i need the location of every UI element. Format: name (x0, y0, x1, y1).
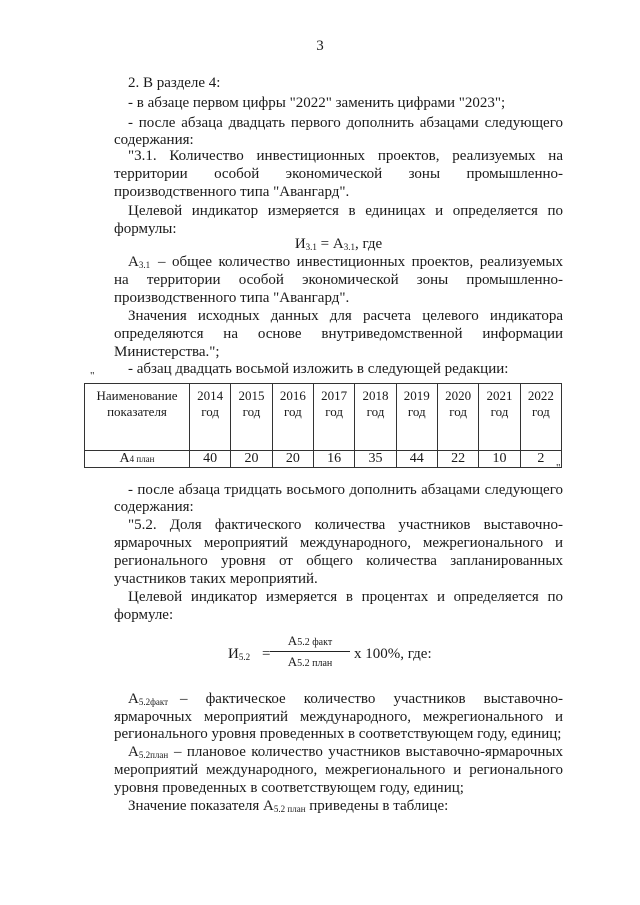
paragraph-line: производственного типа "Авангард". (114, 290, 350, 306)
table-cell: 16 (313, 451, 354, 468)
paragraph-line: формуле: (114, 607, 174, 623)
paragraph-line: уровня проведенных в соответствующем году, единиц; (114, 780, 464, 796)
table-cell: 2 (520, 451, 561, 468)
table-cell: 35 (355, 451, 396, 468)
table-cell: 40 (190, 451, 231, 468)
table-header-year: 2019 год (396, 384, 437, 451)
paragraph-line: Целевой индикатор измеряется в единицах и определяется по (128, 203, 563, 219)
table-header-year: 2020 год (437, 384, 478, 451)
paragraph-line: мероприятий международного, межрегионального и регионального (114, 762, 563, 778)
table-cell: 10 (479, 451, 520, 468)
paragraph-line: "5.2. Доля фактического количества участников выставочно- (128, 517, 563, 533)
paragraph-line: производственного типа "Авангард". (114, 184, 350, 200)
table-cell: 44 (396, 451, 437, 468)
table-row (85, 451, 562, 468)
paragraph-line: определяются на основе внутриведомственной информации (114, 326, 563, 342)
table-header-year: 2016 год (272, 384, 313, 451)
paragraph-line: ярмарочных мероприятий международного, межрегионального и (114, 709, 563, 725)
paragraph-line: - после абзаца тридцать восьмого дополнить абзацами следующего (128, 482, 563, 498)
paragraph-line: регионального уровня проведенных в соответствующем году, единиц; (114, 726, 562, 742)
paragraph-line: содержания: (114, 132, 194, 148)
fraction-denominator: А5.2 план (287, 654, 333, 669)
formula-5-2-eq: = (262, 646, 271, 662)
table-header-label: Наименование показателя (85, 384, 190, 451)
table-header-year: 2021 год (479, 384, 520, 451)
paragraph-line: - абзац двадцать восьмой изложить в следующей редакции: (128, 361, 509, 377)
paragraph-line: участников таких мероприятий. (114, 571, 318, 587)
paragraph-line: - в абзаце первом цифры "2022" заменить цифрами "2023"; (128, 95, 506, 111)
table-header-year: 2014 год (190, 384, 231, 451)
paragraph-line: - после абзаца двадцать первого дополнить абзацами следующего (128, 115, 563, 131)
definition-a31: $А_{3.1}$ (128, 254, 151, 270)
section-heading: 2. В разделе 4: (128, 75, 221, 91)
paragraph-line: Министерства."; (114, 344, 220, 360)
paragraph-line: – общее количество инвестиционных проектов, реализуемых (158, 254, 563, 270)
paragraph-line: Значения исходных данных для расчета целевого индикатора (128, 308, 563, 324)
quote-open: " (90, 370, 95, 382)
paragraph-line: ярмарочных мероприятий международного, межрегионального и (114, 535, 563, 551)
paragraph-line: формулы: (114, 221, 177, 237)
paragraph-line: – фактическое количество участников выставочно- (180, 691, 563, 707)
formula-5-2-fraction (270, 633, 350, 670)
paragraph-line: территории особой экономической зоны промышленно- (114, 166, 563, 182)
table-row-label: А4 план (85, 451, 190, 468)
quote-close: " (556, 462, 561, 474)
formula-5-2-lhs: $И_{5.2}$ (228, 646, 251, 662)
definition-a52-fact: $А_{5.2факт}$ (128, 691, 169, 707)
definition-a52-plan: $А_{5.2план}$ (128, 744, 169, 760)
paragraph-line: – плановое количество участников выставочно-ярмарочных (174, 744, 563, 760)
table-cell: 22 (437, 451, 478, 468)
table-cell: 20 (272, 451, 313, 468)
paragraph-line: "3.1. Количество инвестиционных проектов, реализуемых на (128, 148, 563, 164)
table-cell: 20 (231, 451, 272, 468)
table-header-row (85, 384, 562, 451)
table-header-year: 2017 год (313, 384, 354, 451)
paragraph-line: Целевой индикатор измеряется в процентах и определяется по (128, 589, 563, 605)
formula-5-2-tail: x 100%, где: (354, 646, 432, 662)
table-header-year: 2015 год (231, 384, 272, 451)
fraction-numerator: А5.2 факт (287, 633, 333, 648)
paragraph-line: регионального уровня от общего количества запланированных (114, 553, 563, 569)
table-header-year: 2018 год (355, 384, 396, 451)
page-number: 3 (316, 38, 324, 54)
paragraph-line: Значение показателя $А_{5.2 план}$ приведены в таблице: (128, 798, 449, 814)
table-header-year: 2022 год (520, 384, 561, 451)
formula-3-1: $И_{3.1} = А_{3.1}$, где (294, 236, 383, 252)
paragraph-line: на территории особой экономической зоны промышленно- (114, 272, 563, 288)
indicator-table (84, 383, 562, 468)
paragraph-line: содержания: (114, 499, 194, 515)
